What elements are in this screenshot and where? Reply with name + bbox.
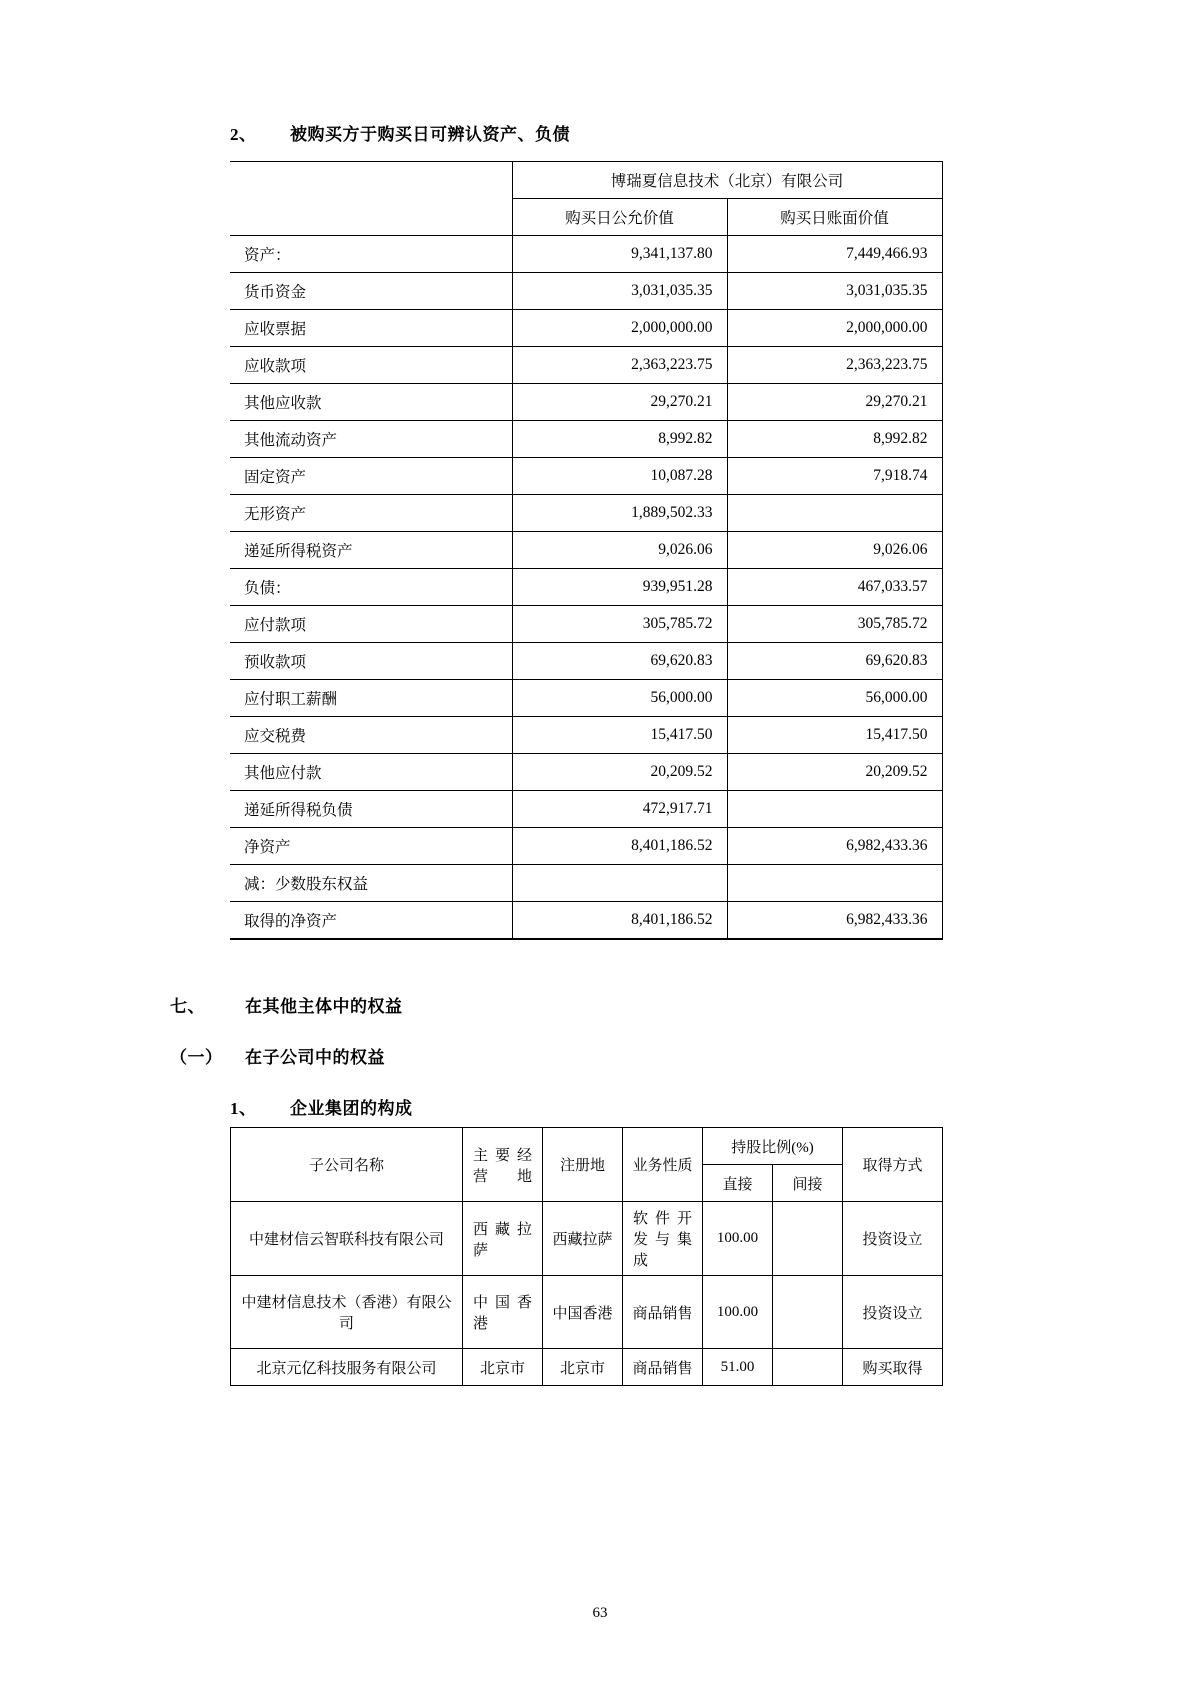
subsidiaries-table	[230, 1127, 943, 1386]
row-fair-value: 3,031,035.35	[512, 273, 727, 310]
cell-direct-ratio: 100.00	[703, 1276, 773, 1349]
row-book-value: 7,918.74	[727, 458, 942, 495]
table-row	[230, 865, 942, 902]
row-label: 应付款项	[230, 606, 512, 643]
row-label: 无形资产	[230, 495, 512, 532]
cell-business-nature: 软件开发与集成	[623, 1202, 703, 1276]
header-registered-place: 注册地	[543, 1128, 623, 1202]
cell-main-place: 中国香港	[463, 1276, 543, 1349]
header-main-place: 主要经营地	[463, 1128, 543, 1202]
cell-acquisition-method: 投资设立	[843, 1276, 943, 1349]
row-book-value	[727, 865, 942, 902]
table-row-company-header	[230, 162, 942, 199]
cell-business-nature: 商品销售	[623, 1276, 703, 1349]
header-shareholding-ratio: 持股比例(%)	[703, 1128, 843, 1165]
section-7-1-heading	[170, 1043, 950, 1068]
row-label: 其他流动资产	[230, 421, 512, 458]
col-header-fair-value: 购买日公允价值	[512, 199, 727, 236]
row-fair-value: 1,889,502.33	[512, 495, 727, 532]
table-row	[230, 717, 942, 754]
header-acquisition-method: 取得方式	[843, 1128, 943, 1202]
table-row	[230, 384, 942, 421]
row-label: 递延所得税负债	[230, 791, 512, 828]
table-row	[231, 1276, 943, 1349]
row-label: 递延所得税资产	[230, 532, 512, 569]
section-2-heading	[230, 120, 950, 145]
cell-acquisition-method: 投资设立	[843, 1202, 943, 1276]
row-book-value: 6,982,433.36	[727, 902, 942, 940]
row-book-value: 29,270.21	[727, 384, 942, 421]
row-fair-value: 8,401,186.52	[512, 828, 727, 865]
table-row	[230, 754, 942, 791]
row-book-value: 9,026.06	[727, 532, 942, 569]
table-row	[230, 495, 942, 532]
section-7-heading	[170, 992, 950, 1017]
row-label: 货币资金	[230, 273, 512, 310]
row-label: 净资产	[230, 828, 512, 865]
header-subsidiary-name: 子公司名称	[231, 1128, 463, 1202]
row-book-value: 2,000,000.00	[727, 310, 942, 347]
row-book-value: 7,449,466.93	[727, 236, 942, 273]
row-book-value: 15,417.50	[727, 717, 942, 754]
table-row	[230, 310, 942, 347]
cell-direct-ratio: 51.00	[703, 1349, 773, 1386]
table-row	[231, 1349, 943, 1386]
row-label: 应收款项	[230, 347, 512, 384]
row-label: 应付职工薪酬	[230, 680, 512, 717]
table-row	[230, 606, 942, 643]
header-business-nature: 业务性质	[623, 1128, 703, 1202]
row-fair-value: 9,026.06	[512, 532, 727, 569]
cell-main-place: 西藏拉萨	[463, 1202, 543, 1276]
table-row	[230, 643, 942, 680]
section-2-number: 2、	[230, 125, 257, 144]
header-indirect: 间接	[773, 1165, 843, 1202]
row-label: 其他应付款	[230, 754, 512, 791]
empty-label-cell	[230, 199, 512, 236]
table-row	[230, 236, 942, 273]
row-label: 固定资产	[230, 458, 512, 495]
cell-subsidiary-name: 中建材信息技术（香港）有限公司	[231, 1276, 463, 1349]
row-fair-value: 8,401,186.52	[512, 902, 727, 940]
row-label: 预收款项	[230, 643, 512, 680]
table-row-column-header	[230, 199, 942, 236]
row-fair-value: 9,341,137.80	[512, 236, 727, 273]
row-fair-value: 472,917.71	[512, 791, 727, 828]
cell-subsidiary-name: 中建材信云智联科技有限公司	[231, 1202, 463, 1276]
row-label: 其他应收款	[230, 384, 512, 421]
row-book-value: 20,209.52	[727, 754, 942, 791]
table-row	[231, 1202, 943, 1276]
section-7-1-1-title: 企业集团的构成	[290, 1099, 413, 1118]
row-book-value: 69,620.83	[727, 643, 942, 680]
cell-indirect-ratio	[773, 1349, 843, 1386]
section-7-1-1-heading	[230, 1094, 950, 1119]
cell-direct-ratio: 100.00	[703, 1202, 773, 1276]
row-label: 资产：	[230, 236, 512, 273]
section-7-1-number: （一）	[170, 1048, 223, 1067]
row-label: 应收票据	[230, 310, 512, 347]
row-book-value	[727, 791, 942, 828]
row-label: 应交税费	[230, 717, 512, 754]
row-book-value: 6,982,433.36	[727, 828, 942, 865]
row-fair-value: 15,417.50	[512, 717, 727, 754]
row-book-value: 467,033.57	[727, 569, 942, 606]
table-row	[230, 532, 942, 569]
page-number: 63	[592, 1605, 608, 1621]
cell-indirect-ratio	[773, 1202, 843, 1276]
cell-main-place: 北京市	[463, 1349, 543, 1386]
row-label: 负债：	[230, 569, 512, 606]
table-row	[230, 273, 942, 310]
row-fair-value: 29,270.21	[512, 384, 727, 421]
row-label: 减：少数股东权益	[230, 865, 512, 902]
table-row	[230, 791, 942, 828]
table-header-row-top	[231, 1128, 943, 1165]
table-row	[230, 680, 942, 717]
row-label: 取得的净资产	[230, 902, 512, 940]
row-book-value: 3,031,035.35	[727, 273, 942, 310]
section-7-1-title: 在子公司中的权益	[245, 1048, 385, 1067]
section-7-1-1-number: 1、	[230, 1099, 257, 1118]
table-row	[230, 569, 942, 606]
company-header-cell: 博瑞夏信息技术（北京）有限公司	[512, 162, 942, 199]
cell-registered-place: 西藏拉萨	[543, 1202, 623, 1276]
row-book-value: 8,992.82	[727, 421, 942, 458]
table-row	[230, 458, 942, 495]
cell-registered-place: 中国香港	[543, 1276, 623, 1349]
row-fair-value: 2,000,000.00	[512, 310, 727, 347]
row-book-value	[727, 495, 942, 532]
row-fair-value: 20,209.52	[512, 754, 727, 791]
table-row	[230, 347, 942, 384]
table-row	[230, 902, 942, 940]
row-fair-value	[512, 865, 727, 902]
section-2-title: 被购买方于购买日可辨认资产、负债	[290, 125, 570, 144]
section-7-title: 在其他主体中的权益	[245, 997, 403, 1016]
section-7-number: 七、	[170, 997, 205, 1016]
row-fair-value: 2,363,223.75	[512, 347, 727, 384]
cell-indirect-ratio	[773, 1276, 843, 1349]
row-book-value: 305,785.72	[727, 606, 942, 643]
row-book-value: 56,000.00	[727, 680, 942, 717]
cell-business-nature: 商品销售	[623, 1349, 703, 1386]
table-row	[230, 828, 942, 865]
table-row	[230, 421, 942, 458]
row-fair-value: 8,992.82	[512, 421, 727, 458]
row-fair-value: 305,785.72	[512, 606, 727, 643]
col-header-book-value: 购买日账面价值	[727, 199, 942, 236]
row-fair-value: 56,000.00	[512, 680, 727, 717]
row-fair-value: 69,620.83	[512, 643, 727, 680]
acquiree-assets-table	[230, 161, 943, 940]
cell-acquisition-method: 购买取得	[843, 1349, 943, 1386]
row-book-value: 2,363,223.75	[727, 347, 942, 384]
header-direct: 直接	[703, 1165, 773, 1202]
row-fair-value: 10,087.28	[512, 458, 727, 495]
empty-corner-cell	[230, 162, 512, 199]
row-fair-value: 939,951.28	[512, 569, 727, 606]
cell-subsidiary-name: 北京元亿科技服务有限公司	[231, 1349, 463, 1386]
cell-registered-place: 北京市	[543, 1349, 623, 1386]
